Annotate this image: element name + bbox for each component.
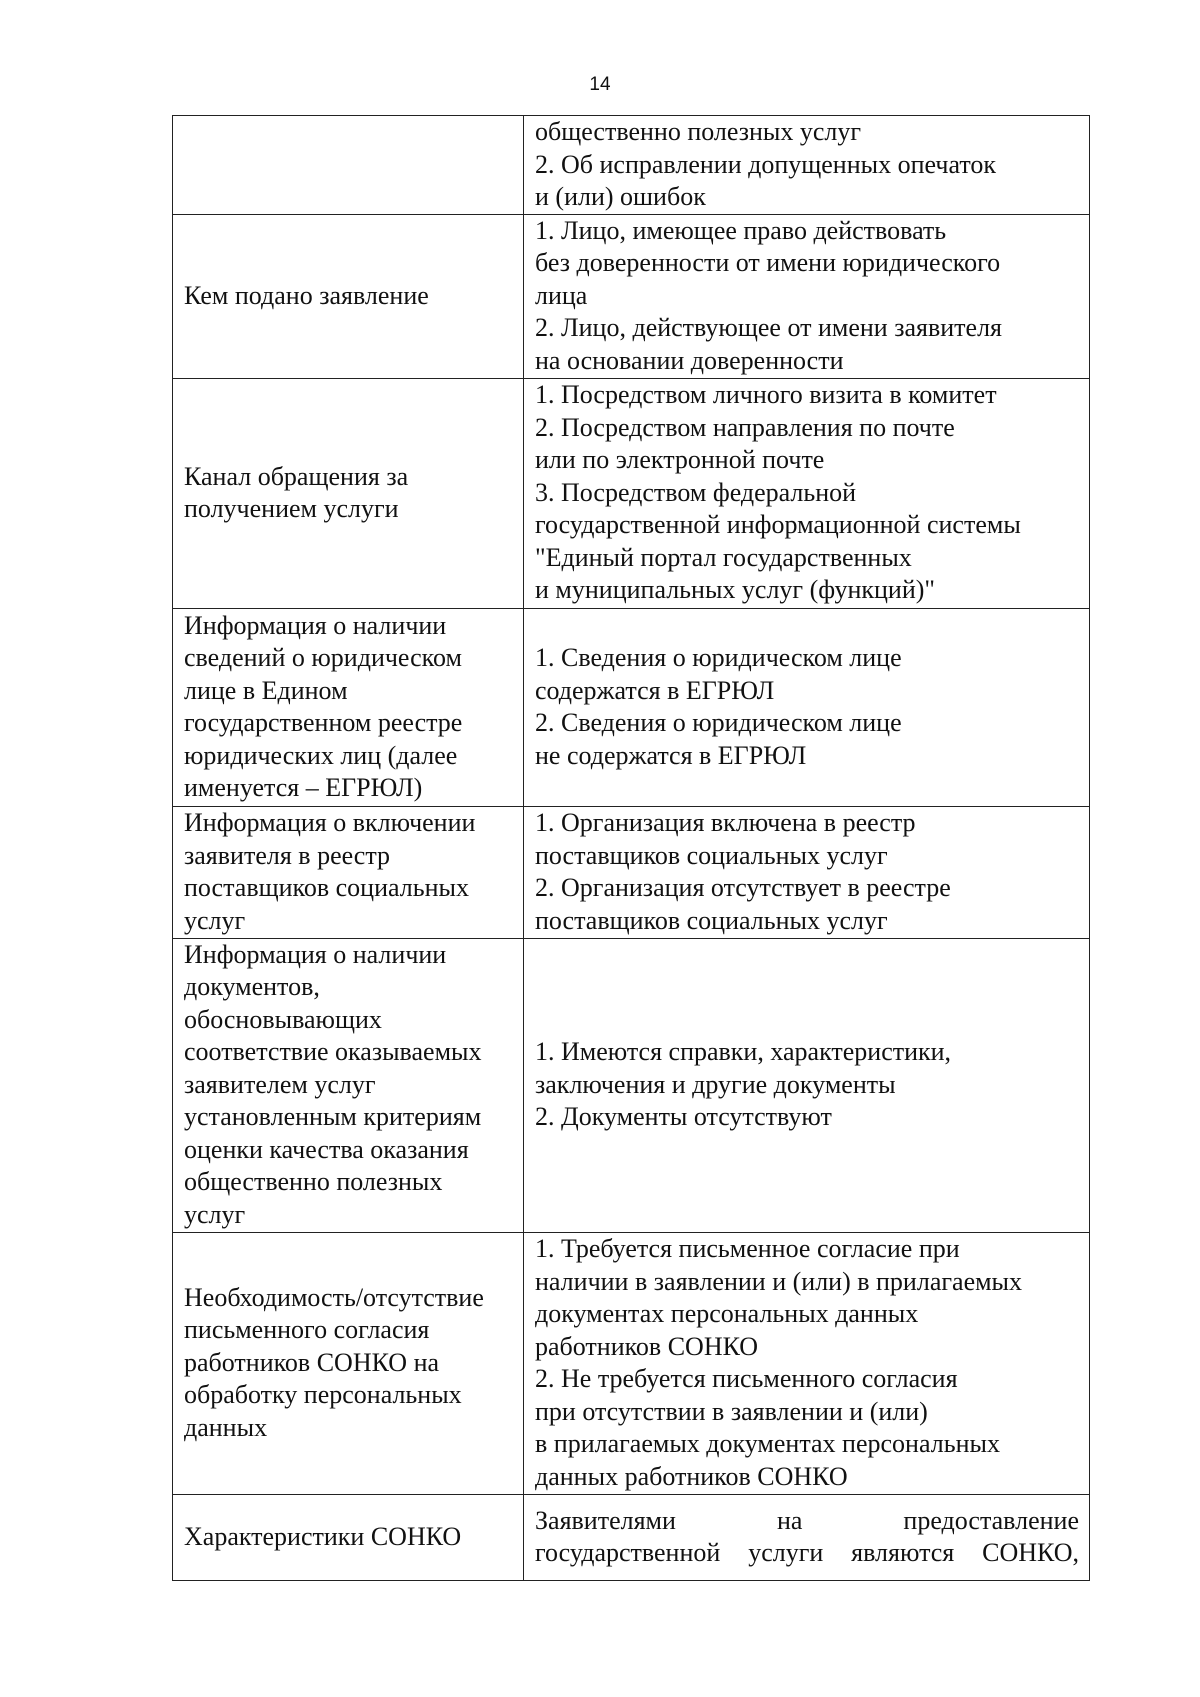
row-value-cell <box>524 608 1090 806</box>
value-line: при отсутствии в заявлении и (или) <box>535 1396 928 1426</box>
label-line: юридических лиц (далее <box>184 740 458 770</box>
row-label-cell <box>173 214 524 378</box>
page-number: 14 <box>589 74 611 95</box>
label-line: Кем подано заявление <box>184 280 429 310</box>
value-line: 2. Лицо, действующее от имени заявителя <box>535 313 1003 343</box>
value-line: не содержатся в ЕГРЮЛ <box>535 740 807 770</box>
value-line: и (или) ошибок <box>535 182 706 211</box>
value-line: без доверенности от имени юридического <box>535 248 1001 278</box>
label-line: Необходимость/отсутствие <box>184 1282 484 1312</box>
label-line: именуется – ЕГРЮЛ) <box>184 773 423 802</box>
word: на <box>776 1505 803 1535</box>
row-label-cell <box>173 1494 524 1580</box>
label-line: общественно полезных <box>184 1167 443 1197</box>
table-row <box>173 1232 1090 1494</box>
row-value-cell <box>524 806 1090 938</box>
label-line: документов, <box>184 972 320 1002</box>
value-line: общественно полезных услуг <box>535 117 862 146</box>
value-line: лица <box>535 280 588 310</box>
table-row <box>173 938 1090 1232</box>
label-line: Канал обращения за <box>184 461 409 491</box>
value-line: 2. Посредством направления по почте <box>535 412 955 442</box>
label-line: оценки качества оказания <box>184 1134 469 1164</box>
value-line: 2. Об исправлении допущенных опечаток <box>535 149 997 179</box>
value-line: заключения и другие документы <box>535 1069 896 1099</box>
label-line: услуг <box>184 905 246 935</box>
label-line: обработку персональных <box>184 1380 462 1410</box>
value-line: данных работников СОНКО <box>535 1461 848 1491</box>
value-line: 1. Лицо, имеющее право действовать <box>535 215 947 245</box>
value-line: 2. Не требуется письменного согласия <box>535 1364 958 1393</box>
row-value-cell <box>524 1494 1090 1580</box>
label-line: получением услуги <box>184 494 399 523</box>
value-line: или по электронной почте <box>535 445 825 475</box>
value-line: содержатся в ЕГРЮЛ <box>535 675 775 705</box>
row-value-cell <box>524 116 1090 215</box>
row-label-cell <box>173 1232 524 1494</box>
justified-line <box>535 1505 1079 1538</box>
row-label-cell <box>173 378 524 608</box>
row-label-cell <box>173 806 524 938</box>
row-label-cell <box>173 116 524 215</box>
word: предоставление <box>903 1505 1079 1535</box>
label-line: данных <box>184 1412 268 1442</box>
label-line: лице в Едином <box>184 675 348 705</box>
value-line: работников СОНКО <box>535 1331 759 1361</box>
label-line: Характеристики СОНКО <box>184 1521 462 1551</box>
word: услуги <box>748 1538 824 1567</box>
value-line: 1. Организация включена в реестр <box>535 808 916 837</box>
table-row <box>173 608 1090 806</box>
table-row <box>173 116 1090 215</box>
label-line: работников СОНКО на <box>184 1347 440 1377</box>
label-line: заявителя в реестр <box>184 840 391 870</box>
row-label-cell <box>173 938 524 1232</box>
justified-line <box>535 1537 1079 1570</box>
label-line: государственном реестре <box>184 708 463 737</box>
table-row <box>173 1494 1090 1580</box>
row-value-cell <box>524 378 1090 608</box>
word: являются <box>851 1538 955 1567</box>
label-line: письменного согласия <box>184 1315 430 1345</box>
value-line: 3. Посредством федеральной <box>535 477 857 507</box>
value-line: "Единый портал государственных <box>535 542 912 572</box>
label-line: обосновывающих <box>184 1004 382 1034</box>
label-line: поставщиков социальных <box>184 873 469 902</box>
value-line: 1. Требуется письменное согласие при <box>535 1234 960 1263</box>
value-line: 2. Организация отсутствует в реестре <box>535 873 951 902</box>
value-line: государственной информационной системы <box>535 510 1021 540</box>
value-line: в прилагаемых документах персональных <box>535 1429 1000 1458</box>
label-line: установленным критериям <box>184 1102 482 1132</box>
value-line: 2. Сведения о юридическом лице <box>535 708 902 737</box>
row-label-cell <box>173 608 524 806</box>
value-line: и муниципальных услуг (функций)" <box>535 575 936 605</box>
label-line: услуг <box>184 1199 246 1229</box>
label-line: соответствие оказываемых <box>184 1037 482 1067</box>
value-line: 1. Имеются справки, характеристики, <box>535 1037 952 1067</box>
value-line: наличии в заявлении и (или) в прилагаемых <box>535 1266 1023 1296</box>
label-line: заявителем услуг <box>184 1069 376 1099</box>
word: Заявителями <box>535 1505 676 1535</box>
row-value-cell <box>524 938 1090 1232</box>
row-value-cell <box>524 214 1090 378</box>
value-line: 1. Сведения о юридическом лице <box>535 643 902 672</box>
value-line: на основании доверенности <box>535 345 844 375</box>
table-row <box>173 378 1090 608</box>
label-line: Информация о наличии <box>184 939 447 969</box>
word: государственной <box>535 1538 721 1567</box>
value-line: документах персональных данных <box>535 1299 919 1328</box>
table-row <box>173 214 1090 378</box>
value-line: поставщиков социальных услуг <box>535 905 888 935</box>
label-line: сведений о юридическом <box>184 643 462 672</box>
word: СОНКО, <box>982 1538 1079 1567</box>
value-line: поставщиков социальных услуг <box>535 840 888 870</box>
value-line: 2. Документы отсутствуют <box>535 1102 832 1132</box>
table-row <box>173 806 1090 938</box>
info-table <box>172 115 1090 1581</box>
label-line: Информация о включении <box>184 808 476 837</box>
row-value-cell <box>524 1232 1090 1494</box>
value-line: 1. Посредством личного визита в комитет <box>535 380 997 410</box>
label-line: Информация о наличии <box>184 610 447 640</box>
